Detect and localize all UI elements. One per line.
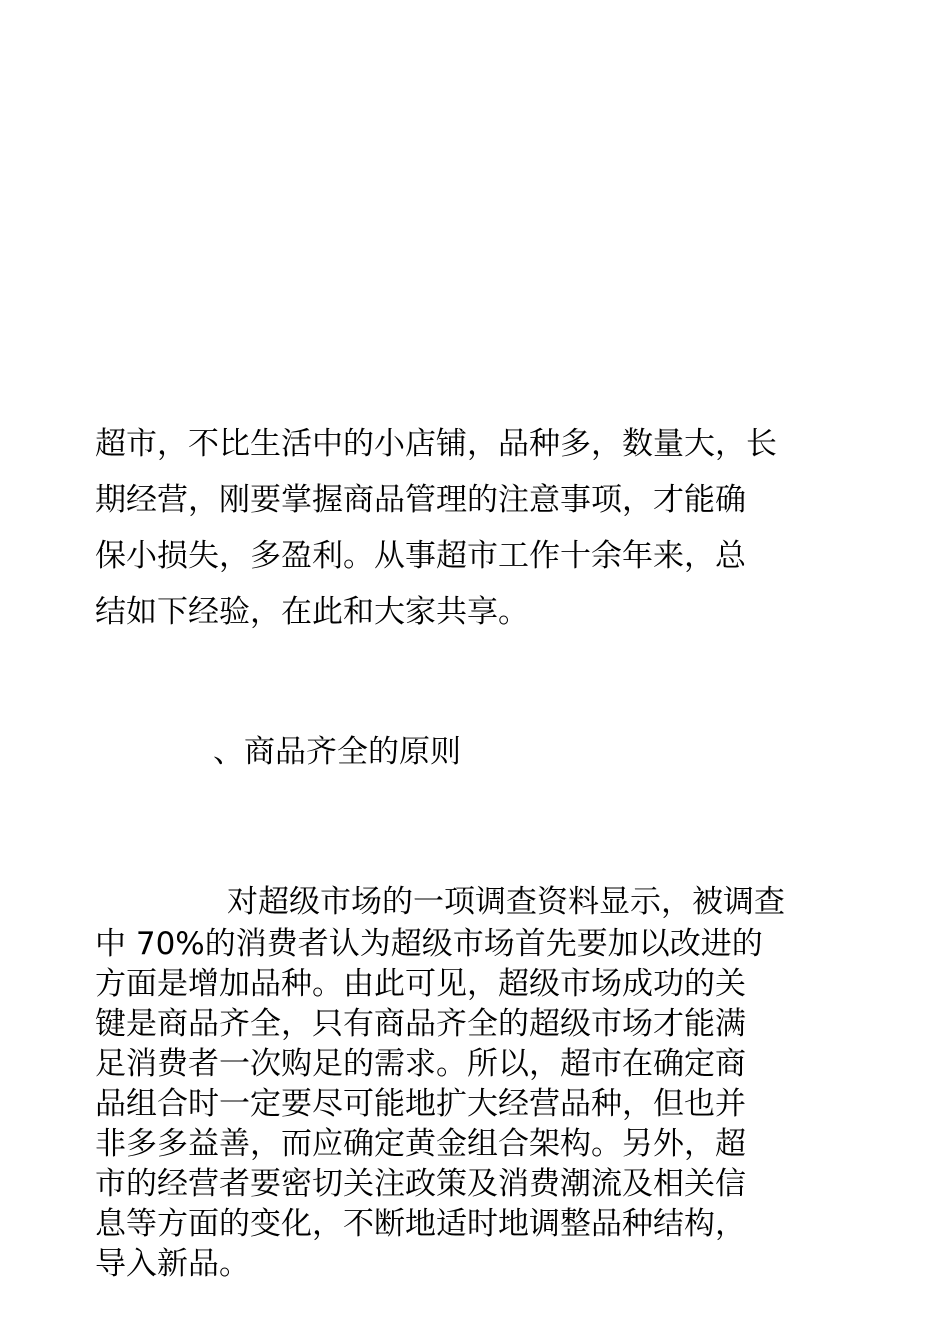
body-line-2: 中 70%的消费者认为超级市场首先要加以改进的 [95, 926, 763, 962]
intro-line-2: 期经营，刚要掌握商品管理的注意事项，才能确 [95, 482, 746, 518]
body-line-8: 市的经营者要密切关注政策及消费潮流及相关信 [95, 1166, 746, 1202]
section-heading: 、商品齐全的原则 [213, 734, 461, 770]
body-line-3: 方面是增加品种。由此可见，超级市场成功的关 [95, 966, 746, 1002]
intro-line-1: 超市，不比生活中的小店铺，品种多，数量大，长 [95, 426, 777, 462]
body-line-10: 导入新品。 [95, 1246, 250, 1282]
body-line-7: 非多多益善，而应确定黄金组合架构。另外，超 [95, 1126, 746, 1162]
body-line-4: 键是商品齐全，只有商品齐全的超级市场才能满 [95, 1006, 746, 1042]
body-line-5: 足消费者一次购足的需求。所以，超市在确定商 [95, 1046, 746, 1082]
intro-paragraph [95, 416, 777, 640]
body-line-1: 对超级市场的一项调查资料显示，被调查 [227, 884, 785, 920]
intro-line-3: 保小损失，多盈利。从事超市工作十余年来，总 [95, 538, 746, 574]
body-paragraph [95, 880, 785, 1284]
body-line-9: 息等方面的变化，不断地适时地调整品种结构， [95, 1206, 746, 1242]
intro-line-4: 结如下经验，在此和大家共享。 [95, 594, 529, 630]
body-line-6: 品组合时一定要尽可能地扩大经营品种，但也并 [95, 1086, 746, 1122]
